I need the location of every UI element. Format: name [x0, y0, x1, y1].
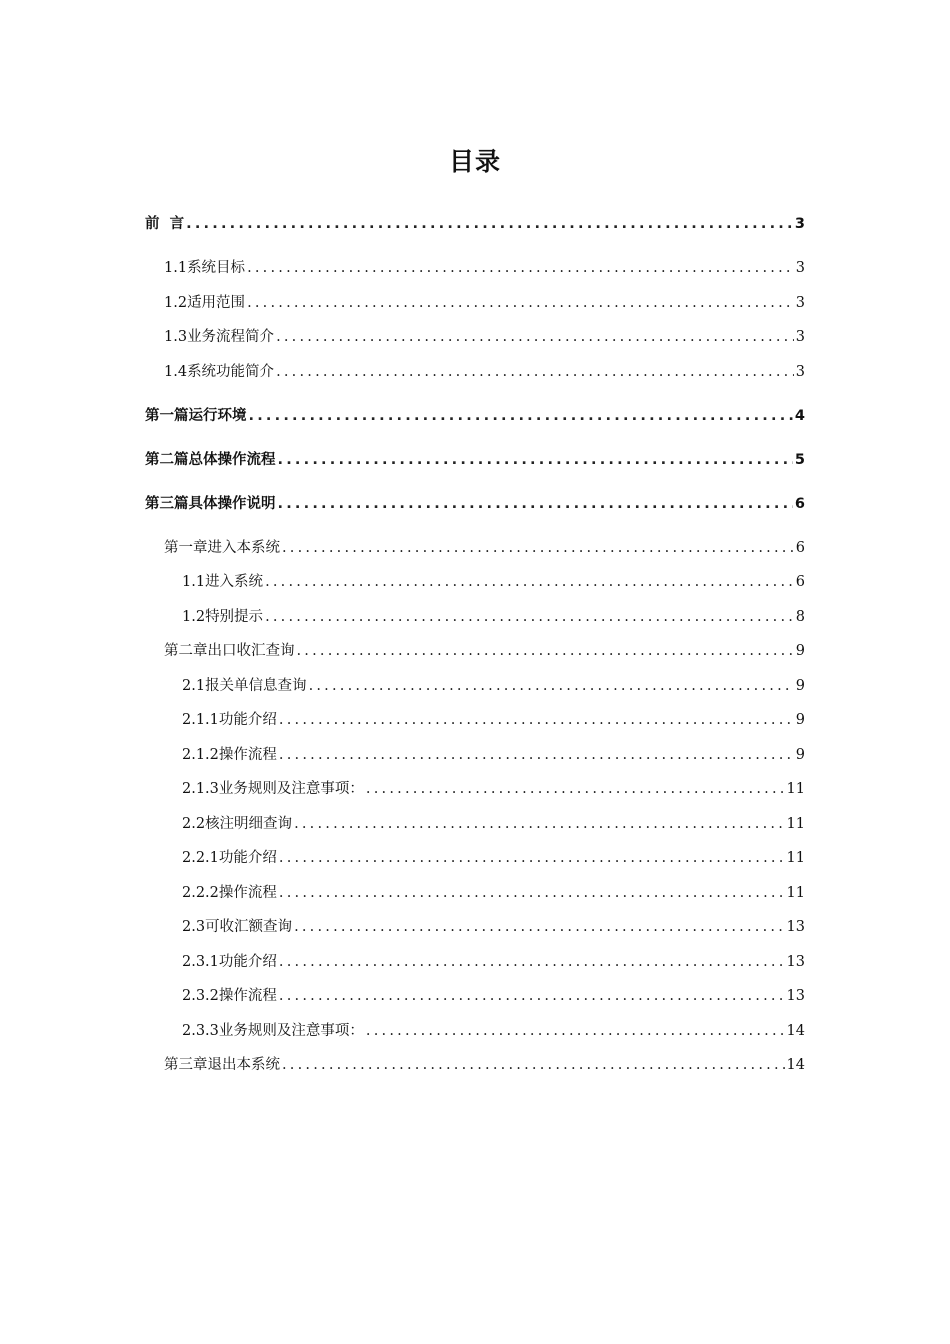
toc-leader-dots [278, 496, 793, 512]
toc-entry-page: 5 [794, 452, 805, 468]
toc-entry-page: 3 [795, 295, 805, 311]
toc-entry[interactable] [164, 325, 805, 347]
toc-entry-label: 功能介绍 [218, 712, 277, 728]
toc-entry-page: 9 [795, 747, 805, 763]
toc-leader-dots [282, 1057, 785, 1073]
toc-leader-dots [279, 712, 794, 728]
toc-leader-dots [309, 678, 794, 694]
toc-entry-number: 2.2 [182, 816, 206, 832]
toc-leader-dots [276, 364, 794, 380]
toc-entry-label: 可收汇额查询 [205, 919, 293, 935]
toc-entry-number: 1.2 [182, 609, 206, 625]
toc-entry[interactable] [164, 536, 805, 558]
toc-entry[interactable] [164, 1053, 805, 1075]
toc-entry-number: 1.1 [182, 574, 206, 590]
toc-leader-dots [249, 408, 793, 424]
toc-entry[interactable] [182, 570, 805, 592]
toc-entry-label: 操作流程 [218, 747, 277, 763]
toc-entry-number: 2.3.1 [182, 954, 219, 970]
toc-entry-label: 特别提示 [205, 609, 264, 625]
toc-entry-page: 14 [786, 1057, 805, 1073]
toc-leader-dots [366, 1023, 785, 1039]
toc-entry-label: 业务流程简介 [187, 329, 275, 345]
toc-leader-dots [247, 295, 794, 311]
toc-entry-number: 第一章 [164, 540, 208, 556]
toc-leader-dots [366, 781, 785, 797]
toc-entry-number: 第一篇 [145, 408, 189, 424]
toc-entry-page: 13 [786, 954, 805, 970]
toc-leader-dots [279, 747, 794, 763]
toc-entry[interactable] [164, 256, 805, 278]
toc-entry[interactable] [182, 708, 805, 730]
toc-entry-page: 9 [795, 678, 805, 694]
toc-entry[interactable] [182, 984, 805, 1006]
toc-entry-number: 2.3.3 [182, 1023, 219, 1039]
toc-entry-number: 2.1.2 [182, 747, 219, 763]
toc-leader-dots [247, 260, 794, 276]
toc-entry-label: 具体操作说明 [188, 496, 276, 512]
toc-entry-page: 6 [795, 540, 805, 556]
toc-entry[interactable] [164, 291, 805, 313]
toc-entry-number: 第二篇 [145, 452, 189, 468]
toc-entry-page: 11 [786, 816, 805, 832]
toc-entry[interactable] [182, 812, 805, 834]
toc-entry-label: 操作流程 [218, 988, 277, 1004]
toc-entry-label: 适用范围 [187, 295, 246, 311]
toc-entry-page: 3 [794, 216, 805, 232]
toc-entry[interactable] [182, 1019, 805, 1041]
toc-leader-dots [294, 919, 784, 935]
toc-leader-dots [279, 850, 785, 866]
toc-entry-number: 第三篇 [145, 496, 189, 512]
toc-entry[interactable] [145, 404, 805, 426]
toc-leader-dots [186, 216, 793, 232]
toc-entry[interactable] [182, 950, 805, 972]
toc-entry-label: 功能介绍 [218, 954, 277, 970]
toc-entry[interactable] [182, 915, 805, 937]
toc-entry-label: 业务规则及注意事项： [218, 781, 364, 797]
toc-entry-page: 3 [795, 329, 805, 345]
toc-entry-label: 运行环境 [188, 408, 247, 424]
toc-leader-dots [265, 574, 794, 590]
toc-leader-dots [279, 885, 785, 901]
toc-entry-label: 业务规则及注意事项： [218, 1023, 364, 1039]
toc-leader-dots [278, 452, 793, 468]
toc-leader-dots [279, 988, 785, 1004]
toc-entry-page: 13 [786, 919, 805, 935]
toc-entry-page: 13 [786, 988, 805, 1004]
toc-leader-dots [265, 609, 794, 625]
toc-entry-page: 11 [786, 850, 805, 866]
toc-leader-dots [294, 816, 784, 832]
toc-entry-label: 系统功能简介 [187, 364, 275, 380]
toc-entry-page: 11 [786, 781, 805, 797]
toc-leader-dots [276, 329, 794, 345]
toc-entry-number: 2.2.2 [182, 885, 219, 901]
toc-entry-label: 操作流程 [218, 885, 277, 901]
toc-leader-dots [297, 643, 794, 659]
toc-entry-label: 系统目标 [187, 260, 246, 276]
toc-entry[interactable] [182, 674, 805, 696]
page-title: 目录 [448, 147, 501, 176]
toc-entry-label: 退出本系统 [207, 1057, 280, 1073]
toc-entry[interactable] [182, 846, 805, 868]
toc-entry-number: 前 言 [145, 216, 185, 232]
toc-entry-page: 8 [795, 609, 805, 625]
toc-entry[interactable] [145, 448, 805, 470]
toc-entry-page: 6 [794, 496, 805, 512]
toc-entry-label: 出口收汇查询 [207, 643, 295, 659]
toc-entry-number: 1.1 [164, 260, 188, 276]
toc-entry-label: 进入本系统 [207, 540, 280, 556]
toc-entry-label: 进入系统 [205, 574, 264, 590]
toc-entry-number: 2.3 [182, 919, 206, 935]
toc-entry[interactable] [145, 492, 805, 514]
toc-leader-dots [282, 540, 794, 556]
toc-entry-number: 第二章 [164, 643, 208, 659]
toc-entry-page: 9 [795, 643, 805, 659]
toc-entry-number: 第三章 [164, 1057, 208, 1073]
toc-entry-label: 功能介绍 [218, 850, 277, 866]
toc-entry[interactable] [164, 639, 805, 661]
toc-entry[interactable] [145, 212, 805, 234]
toc-entry-number: 2.2.1 [182, 850, 219, 866]
toc-entry-number: 2.1.3 [182, 781, 219, 797]
toc-entry-number: 1.2 [164, 295, 188, 311]
toc-entry-label: 报关单信息查询 [205, 678, 307, 694]
toc-entry-number: 1.3 [164, 329, 188, 345]
toc-entry-page: 6 [795, 574, 805, 590]
toc-entry-page: 14 [786, 1023, 805, 1039]
toc-entry-page: 3 [795, 260, 805, 276]
toc-entry[interactable] [182, 777, 805, 799]
toc-entry[interactable] [182, 605, 805, 627]
toc-entry-number: 2.3.2 [182, 988, 219, 1004]
toc-leader-dots [279, 954, 785, 970]
toc-entry-label: 总体操作流程 [188, 452, 276, 468]
toc-entry-number: 2.1.1 [182, 712, 219, 728]
toc-entry-page: 4 [794, 408, 805, 424]
toc-entry[interactable] [164, 360, 805, 382]
toc-entry-label: 核注明细查询 [205, 816, 293, 832]
toc-entry-page: 9 [795, 712, 805, 728]
toc-entry[interactable] [182, 881, 805, 903]
toc-entry-number: 1.4 [164, 364, 188, 380]
toc-entry-page: 11 [786, 885, 805, 901]
toc-entry-page: 3 [795, 364, 805, 380]
toc-entry[interactable] [182, 743, 805, 765]
toc-entry-number: 2.1 [182, 678, 206, 694]
